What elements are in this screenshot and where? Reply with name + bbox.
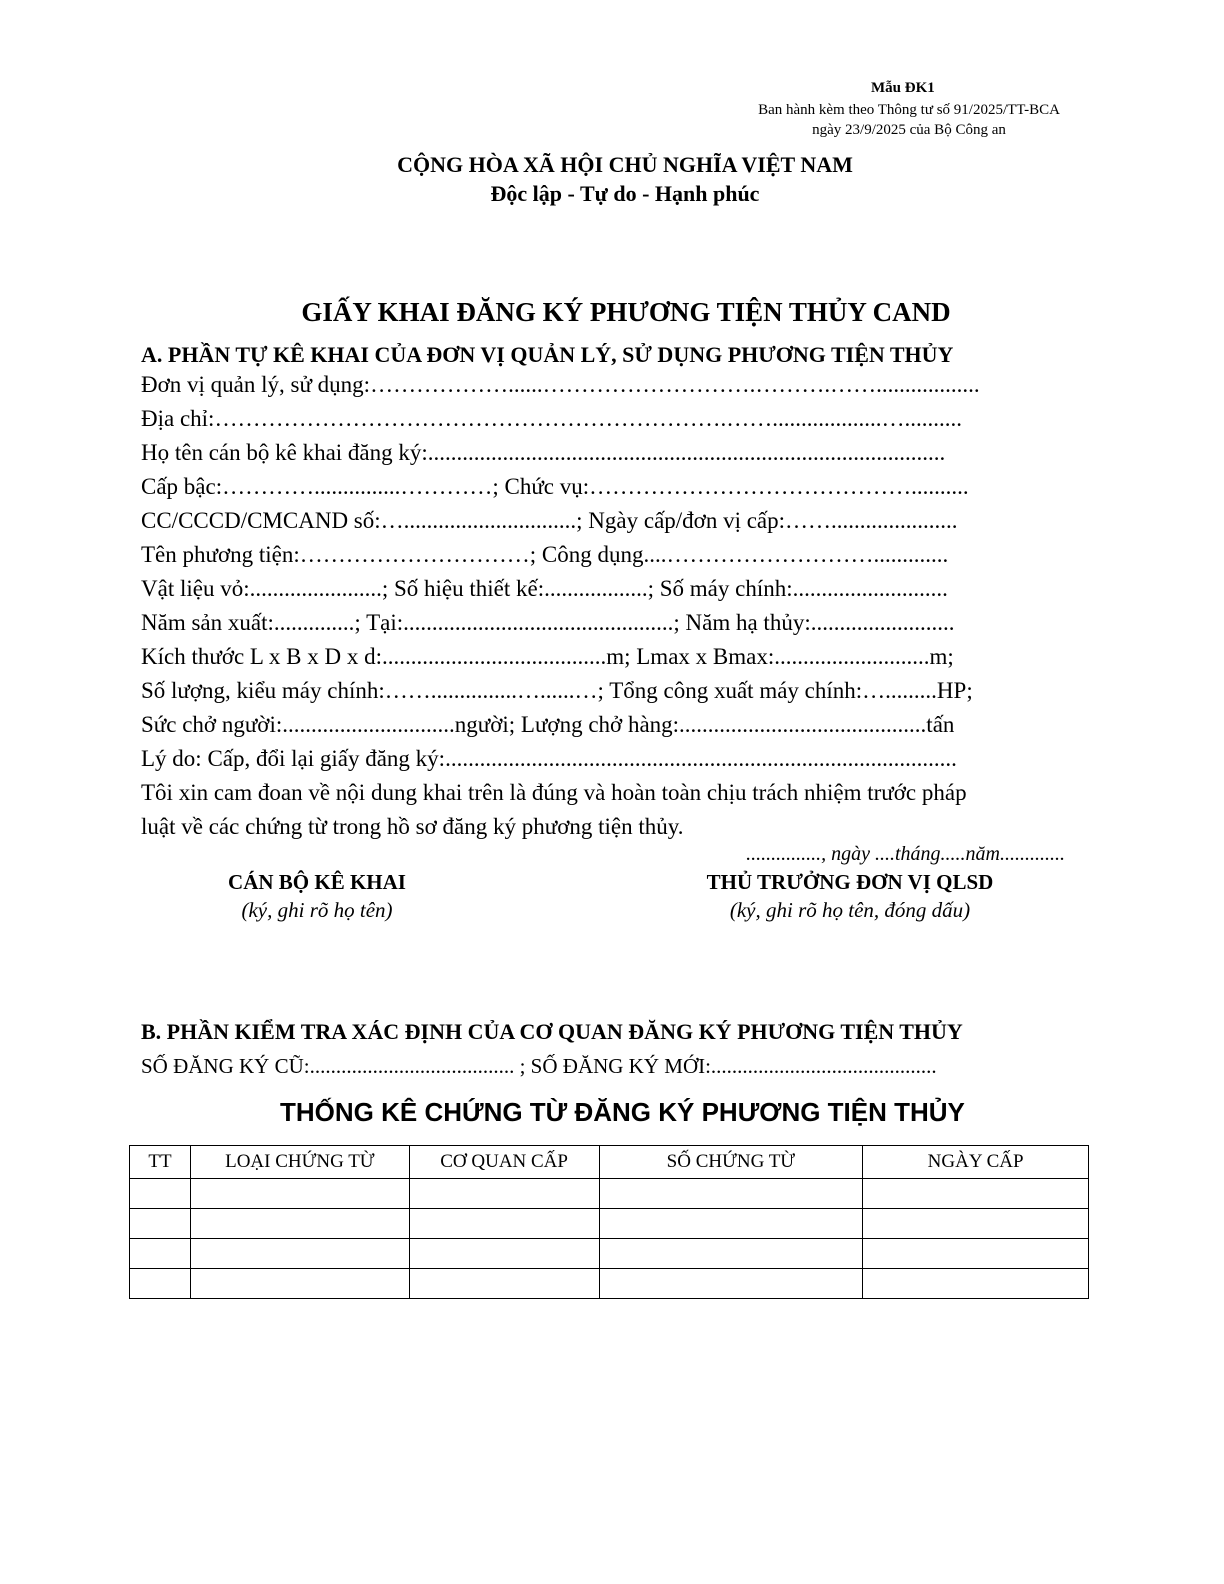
country-name: CỘNG HÒA XÃ HỘI CHỦ NGHĨA VIỆT NAM [397, 152, 853, 177]
table-cell[interactable] [190, 1239, 409, 1269]
field-id-number[interactable]: CC/CCCD/CMCAND số:…..............................; Ngày cấp/đơn vị cấp:……...................... [141, 508, 958, 533]
field-dimensions[interactable]: Kích thước L x B x D x d:.......................................m; Lmax x Bmax:...........................m; [141, 644, 954, 669]
field-registration-numbers[interactable]: SỐ ĐĂNG KÝ CŨ:....................................... ; SỐ ĐĂNG KÝ MỚI:........................................... [141, 1054, 937, 1078]
column-header-issue-date: NGÀY CẤP [863, 1146, 1089, 1179]
table-cell[interactable] [409, 1239, 599, 1269]
table-cell[interactable] [190, 1179, 409, 1209]
signer-right-title: THỦ TRƯỞNG ĐƠN VỊ QLSD [706, 870, 994, 894]
column-header-document-type: LOẠI CHỨNG TỪ [190, 1146, 409, 1179]
table-cell[interactable] [130, 1269, 191, 1299]
field-vessel-name-usage[interactable]: Tên phương tiện:…………………………; Công dụng....………………………............. [141, 542, 949, 567]
documents-table [129, 1145, 1089, 1299]
signer-right-note: (ký, ghi rõ họ tên, đóng dấu) [729, 898, 971, 922]
table-cell[interactable] [130, 1239, 191, 1269]
field-year-place-launch[interactable]: Năm sản xuất:..............; Tại:...............................................; Năm hạ thủy:......................... [141, 610, 955, 635]
issuance-note [726, 100, 1092, 140]
column-header-issuing-agency: CƠ QUAN CẤP [409, 1146, 599, 1179]
table-header-row [130, 1146, 1089, 1179]
table-cell[interactable] [190, 1209, 409, 1239]
document-title: GIẤY KHAI ĐĂNG KÝ PHƯƠNG TIỆN THỦY CAND [301, 297, 951, 327]
table-row [130, 1179, 1089, 1209]
field-management-unit[interactable]: Đơn vị quản lý, sử dụng:………………......……………………….……….…….................. [141, 372, 980, 397]
table-row [130, 1209, 1089, 1239]
field-engine-count-power[interactable]: Số lượng, kiểu máy chính:……...............…......…; Tổng công xuất máy chính:….........HP; [141, 678, 973, 703]
date-line[interactable]: ..............., ngày ....tháng.....năm............. [746, 843, 1065, 865]
column-header-tt: TT [130, 1146, 191, 1179]
table-cell[interactable] [599, 1239, 863, 1269]
national-motto: Độc lập - Tự do - Hạnh phúc [490, 181, 760, 206]
table-cell[interactable] [599, 1179, 863, 1209]
statistics-title: THỐNG KÊ CHỨNG TỪ ĐĂNG KÝ PHƯƠNG TIỆN THỦY [280, 1097, 965, 1127]
section-b-heading: B. PHẦN KIỂM TRA XÁC ĐỊNH CỦA CƠ QUAN ĐĂNG KÝ PHƯƠNG TIỆN THỦY [141, 1019, 963, 1044]
column-header-document-number: SỐ CHỨNG TỪ [599, 1146, 863, 1179]
table-cell[interactable] [599, 1209, 863, 1239]
form-code: Mẫu ĐK1 [871, 80, 935, 96]
issuance-note-line-2: ngày 23/9/2025 của Bộ Công an [812, 122, 1006, 138]
field-hull-design-engine[interactable]: Vật liệu vỏ:.......................; Số hiệu thiết kế:..................; Số máy chính:........................... [141, 576, 948, 601]
table-cell[interactable] [863, 1179, 1089, 1209]
table-row [130, 1269, 1089, 1299]
table-row [130, 1239, 1089, 1269]
field-address[interactable]: Địa chỉ:………………………………………………………….……...................….......... [141, 406, 962, 431]
table-cell[interactable] [409, 1179, 599, 1209]
table-cell[interactable] [863, 1269, 1089, 1299]
table-cell[interactable] [863, 1239, 1089, 1269]
table-cell[interactable] [130, 1209, 191, 1239]
issuance-note-line-1: Ban hành kèm theo Thông tư số 91/2025/TT-BCA [758, 102, 1060, 118]
table-cell[interactable] [409, 1209, 599, 1239]
section-a-heading: A. PHẦN TỰ KÊ KHAI CỦA ĐƠN VỊ QUẢN LÝ, SỬ DỤNG PHƯƠNG TIỆN THỦY [141, 342, 954, 367]
field-capacity[interactable]: Sức chở người:..............................người; Lượng chở hàng:...........................................tấn [141, 712, 955, 737]
table-cell[interactable] [130, 1179, 191, 1209]
signer-left-note: (ký, ghi rõ họ tên) [241, 898, 393, 922]
declaration-text-line-1: Tôi xin cam đoan về nội dung khai trên là đúng và hoàn toàn chịu trách nhiệm trước pháp [141, 780, 967, 805]
declaration-text-line-2: luật về các chứng từ trong hồ sơ đăng ký phương tiện thủy. [141, 814, 684, 839]
table-cell[interactable] [190, 1269, 409, 1299]
table-cell[interactable] [599, 1269, 863, 1299]
table-cell[interactable] [409, 1269, 599, 1299]
table-cell[interactable] [863, 1209, 1089, 1239]
field-declarant-name[interactable]: Họ tên cán bộ kê khai đăng ký:.......................................................................................... [141, 440, 946, 465]
signer-left-title: CÁN BỘ KÊ KHAI [228, 870, 406, 894]
field-rank-position[interactable]: Cấp bậc:…………...............…………; Chức vụ:…………………………………….......... [141, 474, 969, 499]
field-reason[interactable]: Lý do: Cấp, đổi lại giấy đăng ký:......................................................................................... [141, 746, 957, 771]
